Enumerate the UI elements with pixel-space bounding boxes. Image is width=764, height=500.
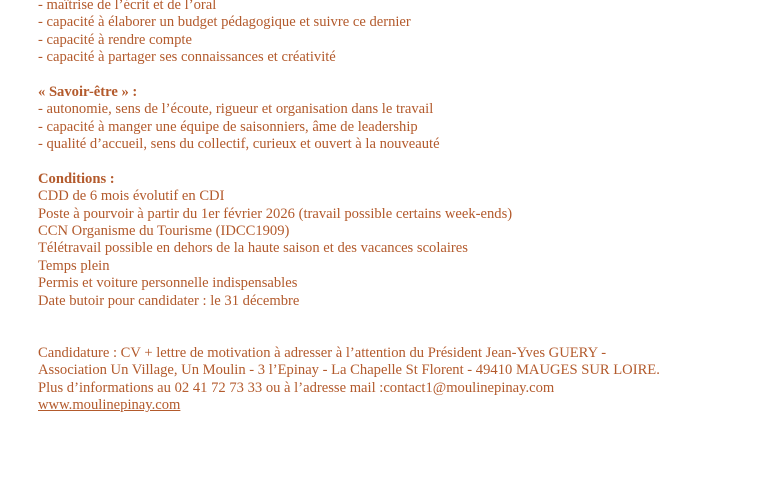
condition-item: Temps plein [38, 257, 110, 274]
list-item: - capacité à rendre compte [38, 31, 192, 48]
list-item: - capacité à manger une équipe de saisonniers, âme de leadership [38, 118, 418, 135]
candidature-section [38, 345, 738, 415]
conditions-heading: Conditions : [38, 170, 115, 187]
list-item: - capacité à partager ses connaissances et créativité [38, 49, 336, 66]
condition-item: Poste à pourvoir à partir du 1er février 2026 (travail possible certains week-ends) [38, 205, 513, 222]
condition-item: CDD de 6 mois évolutif en CDI [38, 188, 225, 205]
spacer [38, 310, 738, 345]
condition-item: Permis et voiture personnelle indispensables [38, 275, 298, 292]
list-item: - qualité d’accueil, sens du collectif, curieux et ouvert à la nouveauté [38, 136, 440, 153]
candidature-line: Association Un Village, Un Moulin - 3 l’Epinay - La Chapelle St Florent - 49410 MAUGES SUR LOIRE. [38, 362, 660, 379]
list-item: - autonomie, sens de l’écoute, rigueur et organisation dans le travail [38, 101, 434, 118]
candidature-line: Candidature : CV + lettre de motivation à adresser à l’attention du Président Jean-Yves GUERY - [38, 344, 607, 361]
competences-list [38, 0, 738, 67]
condition-item: CCN Organisme du Tourisme (IDCC1909) [38, 223, 290, 240]
list-item: - maîtrise de l’écrit et de l’oral [38, 0, 217, 13]
spacer [38, 154, 738, 171]
document-body [38, 0, 738, 414]
savoir-etre-heading: « Savoir-être » : [38, 83, 138, 100]
candidature-line: Plus d’informations au 02 41 72 73 33 ou à l’adresse mail :contact1@moulinepinay.com [38, 379, 555, 396]
condition-item: Date butoir pour candidater : le 31 décembre [38, 292, 300, 309]
website-link[interactable]: www.moulinepinay.com [38, 397, 181, 413]
condition-item: Télétravail possible en dehors de la haute saison et des vacances scolaires [38, 240, 468, 257]
spacer [38, 67, 738, 84]
savoir-etre-section [38, 84, 738, 154]
list-item: - capacité à élaborer un budget pédagogique et suivre ce dernier [38, 14, 411, 31]
conditions-section [38, 171, 738, 310]
